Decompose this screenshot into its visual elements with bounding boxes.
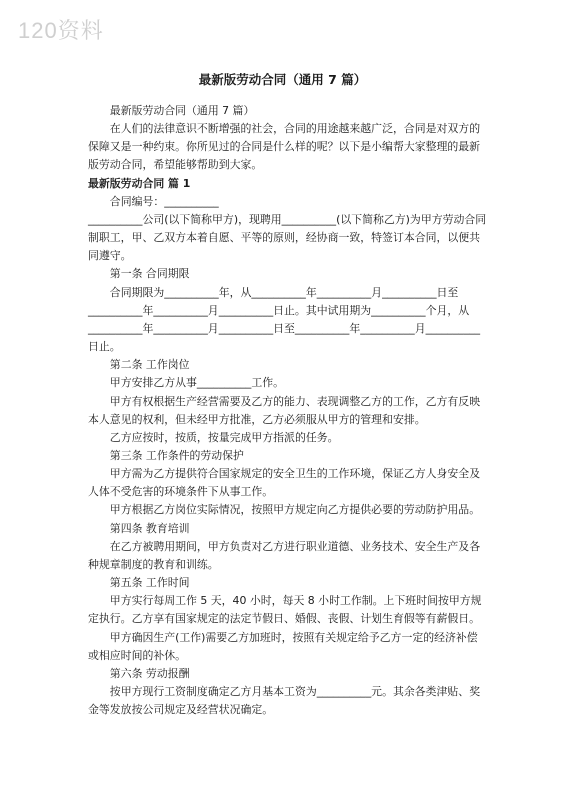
- paragraph: 甲方实行每周工作 5 天，40 小时，每天 8 小时工作制。上下班时间按甲方规定执行。乙方享有国家规定的法定节假日、婚假、丧假、计划生育假等有薪假日。: [88, 594, 482, 626]
- document-body: [88, 102, 488, 719]
- paragraph: 甲方需为乙方提供符合国家规定的安全卫生的工作环境，保证乙方人身安全及人体不受危害的环境条件下从事工作。: [88, 467, 481, 499]
- paragraph: 按甲方现行工资制度确定乙方月基本工资为__________元。其余各类津贴、奖金等发放按公司规定及经营状况确定。: [88, 685, 481, 717]
- watermark-logo: 120资料: [18, 18, 104, 43]
- paragraph: 在人们的法律意识不断增强的社会，合同的用途越来越广泛，合同是对双方的保障又是一种约束。你所见过的合同是什么样的呢？以下是小编帮大家整理的最新版劳动合同，希望能够帮助到大家。: [88, 122, 481, 172]
- paragraph: 第四条 教育培训: [109, 521, 190, 535]
- paragraph: 第三条 工作条件的劳动保护: [109, 448, 244, 462]
- paragraph: 甲方确因生产(工作)需要乙方加班时，按照有关规定给予乙方一定的经济补偿或相应时间的补休。: [88, 630, 478, 662]
- paragraph: 在乙方被聘用期间，甲方负责对乙方进行职业道德、业务技术、安全生产及各种规章制度的教育和训练。: [88, 539, 481, 571]
- paragraph: 甲方安排乙方从事__________工作。: [109, 376, 285, 390]
- paragraph: 第一条 合同期限: [109, 267, 190, 281]
- document-title: 最新版劳动合同（通用 7 篇）: [198, 72, 367, 87]
- paragraph: __________公司(以下简称甲方)，现聘用__________(以下简称乙方)为甲方劳动合同制职工，甲、乙双方本着自愿、平等的原则，经协商一致，特签订本合同，以便共同遵守。: [88, 212, 487, 263]
- paragraph: 合同期限为__________年，从__________年__________月__________日至__________年__________月__________日止。其中试用期为__________个月，从__________年__________月__________日至__________年__________月__________日止。: [88, 285, 481, 354]
- paragraph: 第五条 工作时间: [109, 576, 190, 590]
- paragraph: 第六条 劳动报酬: [109, 666, 190, 680]
- paragraph: 最新版劳动合同（通用 7 篇）: [109, 104, 255, 117]
- paragraph: 甲方根据乙方岗位实际情况，按照甲方规定向乙方提供必要的劳动防护用品。: [109, 503, 481, 517]
- paragraph: 第二条 工作岗位: [109, 358, 190, 372]
- paragraph: 合同编号：__________: [109, 194, 219, 208]
- paragraph: 乙方应按时，按质，按量完成甲方指派的任务。: [109, 430, 339, 444]
- section-heading: 最新版劳动合同 篇 1: [88, 176, 191, 190]
- paragraph: 甲方有权根据生产经营需要及乙方的能力、表现调整乙方的工作，乙方有反映本人意见的权利，但未经甲方批准，乙方必须服从甲方的管理和安排。: [88, 394, 481, 426]
